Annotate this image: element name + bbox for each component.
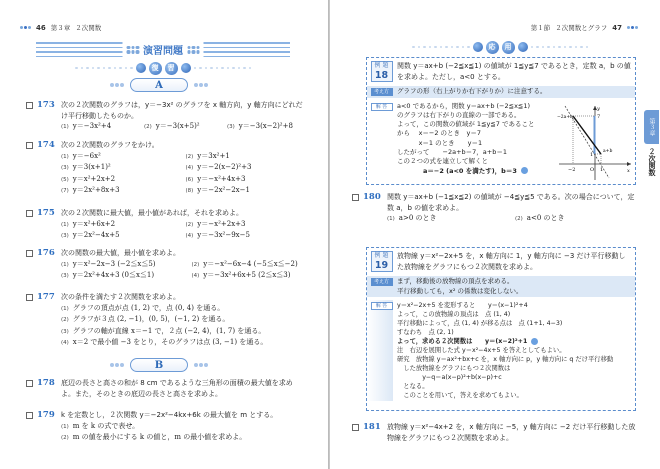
study-line: y−q＝a(x−p)²+b(x−p)+c (397, 374, 502, 381)
sub-item: (2) y＝−x²+2x+3 (185, 219, 246, 228)
solution-line: したがって −2a+b＝7，a+b＝1 (397, 147, 507, 156)
svg-text:−2: −2 (568, 167, 576, 173)
solution-answer: よって，求める２次関数は y＝(x−2)²+1 (397, 338, 528, 345)
problem-179 (26, 410, 304, 444)
section-label: 第１節 (530, 24, 551, 32)
solution-line: a<0 であるから，関数 y＝ax+b (−2≦x≦1) (397, 101, 531, 110)
running-header-right (531, 23, 638, 32)
problem-text: 次の２次関数のグラフをかけ。 (61, 141, 159, 149)
sub-item: (1) y＝−3x²+4 (61, 122, 112, 130)
solution-line: すなわち 点 (2, 1) (397, 329, 454, 336)
sub-item: (3) グラフの軸が直線 x＝−1 で，２点 (−2, 4)，(1, 7) を通る。 (61, 326, 266, 335)
review-char: 復 (149, 62, 162, 75)
problem-number: 177 (37, 292, 55, 302)
hint-text: まず，移動後の放物線の頂点を求める。 (397, 277, 514, 285)
sub-item: (4) y＝−2(x−2)²+3 (185, 163, 252, 171)
sub-item: (6) y＝−x²+4x+3 (185, 174, 246, 183)
dots-icon (627, 26, 638, 29)
right-page (330, 0, 660, 469)
sub-item: (2) y＝−3(x+5)² (144, 122, 200, 130)
example-question: 放物線 y＝x²−2x+5 を，x 軸方向に 1，y 軸方向に −3 だけ平行移動した放物線をグラフにもつ２次関数を求めよ。 (397, 252, 626, 271)
blue-ball-icon (181, 63, 191, 73)
page-number: 46 (36, 23, 46, 32)
checkbox-icon[interactable] (352, 424, 359, 431)
sub-item: (2) グラフが３点 (2, −1)，(0, 5)，(−1, 2) を通る。 (61, 315, 230, 323)
svg-text:1: 1 (600, 167, 604, 173)
checkbox-icon[interactable] (26, 380, 33, 387)
checkbox-icon[interactable] (352, 194, 359, 201)
hint-row (367, 276, 635, 297)
dot-cluster-icon (187, 46, 200, 54)
hint-text: 平行移動しても，x² の係数は変化しない。 (397, 286, 523, 295)
exercise-banner (36, 42, 290, 57)
sub-item: (3) y＝2x²+4x+3 (0≦x≦1) (61, 271, 155, 279)
solution-line: y＝x²−2x+5 を変形すると y＝(x−1)²+4 (397, 302, 528, 309)
sub-item: (1) y＝−6x² (61, 151, 101, 160)
problem-173 (26, 100, 304, 133)
section-a-header (110, 78, 208, 92)
problem-text: 次の関数の最大値，最小値を求めよ。 (61, 249, 180, 257)
hint-label: 考え方 (371, 88, 393, 96)
problem-181 (352, 422, 637, 443)
example-question: 関数 y＝ax+b (−2≦x≦1) の値域が 1≦y≦7 であるとき，定数 a，b の値を求めよ。ただし，a<0 とする。 (397, 62, 631, 81)
example-18-box (366, 57, 636, 185)
chapter-side-tab[interactable] (644, 110, 660, 180)
sub-item: (5) y＝x²+2x+2 (61, 174, 116, 183)
checkbox-icon[interactable] (26, 142, 33, 149)
problem-text: 底辺の長さと高さの和が 8 cm であるような三角形の面積の最大値を求めよ。また，そのときの底辺の長さと高さを求めよ。 (61, 379, 293, 398)
blue-ball-icon (136, 63, 146, 73)
svg-text:−2a+b: −2a+b (557, 115, 573, 120)
chapter-title: ２次関数 (75, 24, 102, 32)
chapter-label: 第３章 (50, 24, 71, 32)
svg-text:a+b: a+b (603, 149, 613, 154)
solution-line: のグラフは右下がりの直線の一部である。 (397, 110, 521, 119)
sub-item: (1) グラフの頂点が点 (1, 2) で，点 (0, 4) を通る。 (61, 303, 225, 312)
answer-icon (531, 338, 538, 345)
left-page (0, 0, 329, 469)
page-number: 47 (612, 23, 622, 32)
sub-item: (2) a<0 のとき (515, 214, 565, 222)
sub-item: (4) y＝−3x²+6x+5 (2≦x≦3) (191, 271, 291, 279)
applied-char: 応 (486, 41, 499, 54)
solution-line: x＝1 のとき y＝1 (397, 138, 483, 147)
sub-item: (3) y＝2x²−4x+5 (61, 231, 120, 239)
sub-item: (4) y＝−3x²−9x−5 (185, 231, 250, 239)
example-label: 例 題 19 (371, 251, 393, 272)
review-char: 習 (165, 62, 178, 75)
sub-item: (1) m を k の式で表せ。 (61, 421, 140, 430)
problem-number: 173 (37, 100, 55, 110)
study-line: 研究 放物線 y＝ax²+bx+c を，x 軸方向に p，y 軸方向に q だけ平行移動 (397, 356, 614, 363)
section-b-label: B (130, 358, 188, 372)
sub-item: (1) a>0 のとき (387, 214, 437, 222)
problem-text: k を定数とし，２次関数 y＝−2x²−4kx+6k の最大値を m とする。 (61, 411, 278, 419)
review-header (48, 62, 278, 74)
problem-number: 181 (363, 422, 381, 432)
sub-item: (3) y＝3(x+1)² (61, 163, 111, 171)
sub-item: (3) y＝−3(x−2)²+8 (227, 122, 293, 130)
problem-number: 180 (363, 192, 381, 202)
solution-row (367, 300, 635, 401)
problem-number: 174 (37, 140, 55, 150)
applied-char: 用 (502, 41, 515, 54)
blue-ball-icon (473, 42, 483, 52)
checkbox-icon[interactable] (26, 412, 33, 419)
side-tab-chapter: 第３章 (644, 110, 659, 144)
problem-number: 179 (37, 410, 55, 420)
sub-item: (2) m の値を最小にする k の値と，m の最小値を求めよ。 (61, 433, 247, 441)
hint-row (367, 86, 635, 98)
sub-item: (4) x＝2 で最小値 −3 をとり，そのグラフは点 (3, −1) を通る。 (61, 338, 268, 346)
running-header-left (20, 23, 101, 32)
problem-text: 次の２次関数のグラフは，y＝−3x² のグラフを x 軸方向，y 軸方向にどれだけ平行移動したものか。 (61, 101, 303, 120)
sub-item: (1) y＝x²+6x+2 (61, 219, 116, 228)
section-b-header (110, 358, 208, 372)
study-line: した放物線をグラフにもつ２次関数は (397, 365, 511, 372)
problem-176 (26, 248, 316, 282)
sub-item: (8) y＝−2x²−2x−1 (185, 186, 250, 194)
note-line: 注 右辺を展開した式 y＝x²−4x+5 を答えとしてもよい。 (397, 347, 566, 354)
problem-number: 176 (37, 248, 55, 258)
example-19-box (366, 247, 636, 411)
svg-text:1: 1 (590, 152, 594, 158)
problem-177 (26, 292, 316, 349)
svg-text:O: O (590, 167, 595, 173)
solution-line: から x＝−2 のとき y＝7 (397, 129, 482, 138)
sub-item: (2) y＝3x²+1 (185, 151, 230, 160)
solution-line: この２つの式を連立して解くと (397, 157, 488, 166)
checkbox-icon[interactable] (26, 294, 33, 301)
solution-line: よって，この放物線の頂点は 点 (1, 4) (397, 311, 511, 318)
sub-item: (7) y＝2x²+8x+3 (61, 186, 120, 194)
sub-item: (1) y＝x²−2x−3 (−2≦x≦5) (61, 259, 156, 268)
side-tab-title: ２次関数 (648, 148, 656, 176)
problem-180 (352, 192, 637, 225)
checkbox-icon[interactable] (26, 102, 33, 109)
problem-number: 178 (37, 378, 55, 388)
section-a-label: A (130, 78, 188, 92)
problem-number: 175 (37, 208, 55, 218)
dot-cluster-icon (127, 46, 140, 54)
solution-line: 平行移動によって，点 (1, 4) が移る点は 点 (1+1, 4−3) (397, 320, 563, 327)
problem-text: 関数 y＝ax+b (−1≦x≦2) の値域が −4≦y≦5 である。次の場合について，定数 a，b の値を求めよ。 (387, 193, 635, 212)
problem-178 (26, 378, 304, 399)
study-line: となる。 (397, 383, 429, 390)
solution-label: 解 答 (371, 103, 393, 111)
answer-icon (521, 167, 528, 174)
blue-ball-icon (518, 42, 528, 52)
problem-175 (26, 208, 304, 242)
solution-line: よって，この関数の値域が 1≦y≦7 であること (397, 120, 535, 129)
solution-answer: a＝−2 (a<0 を満たす)，b＝3 (397, 166, 517, 175)
study-line: このことを用いて，答えを求めてもよい。 (397, 392, 523, 399)
checkbox-icon[interactable] (26, 210, 33, 217)
sub-item: (2) y＝−x²−6x−4 (−5≦x≦−2) (191, 259, 298, 268)
problem-174 (26, 140, 304, 197)
svg-text:7: 7 (597, 114, 601, 120)
hint-label: 考え方 (371, 278, 393, 286)
hint-text: グラフの形（右上がりか右下がりか）に注意する。 (397, 87, 547, 95)
example-label: 例 題 18 (371, 61, 393, 82)
solution-label: 解 答 (371, 302, 393, 310)
problem-text: 次の条件を満たす２次関数を求めよ。 (61, 293, 180, 301)
problem-text: 放物線 y＝x²−4x+2 を，x 軸方向に −5，y 軸方向に −2 だけ平行移動した放物線をグラフにもつ２次関数を求めよ。 (387, 423, 636, 442)
problem-text: 次の２次関数に最大値，最小値があれば，それを求めよ。 (61, 209, 243, 217)
dots-icon (20, 26, 31, 29)
section-title: ２次関数とグラフ (555, 24, 608, 32)
line-graph (557, 102, 633, 182)
svg-text:x: x (627, 168, 630, 174)
checkbox-icon[interactable] (26, 250, 33, 257)
svg-text:y: y (597, 106, 600, 112)
banner-title: 演習問題 (143, 46, 183, 57)
applied-header (385, 41, 615, 53)
